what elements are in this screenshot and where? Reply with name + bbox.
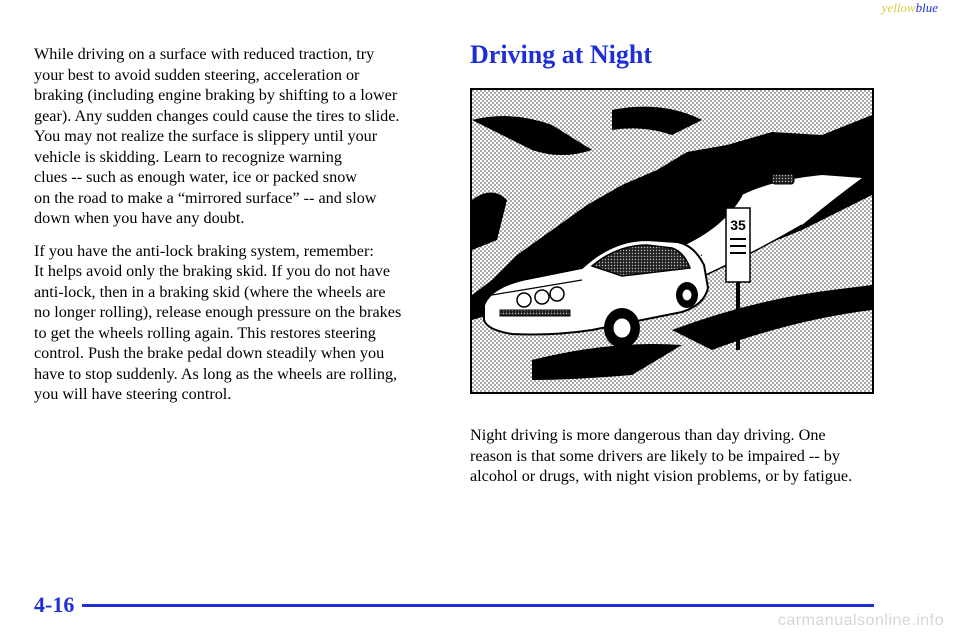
night-driving-illustration (470, 88, 874, 394)
text-line: to get the wheels rolling again. This restores steering (34, 323, 376, 342)
text-line: braking (including engine braking by shifting to a lower (34, 86, 398, 104)
text-line: control. Push the brake pedal down steadily when you (34, 344, 385, 362)
left-column (34, 44, 439, 417)
footer-divider (82, 604, 874, 607)
section-title: Driving at Night (470, 40, 652, 69)
text-line: vehicle is skidding. Learn to recognize warning (34, 147, 342, 166)
header-color-mark (882, 0, 938, 16)
right-column (470, 425, 880, 487)
text-line: If you have the anti-lock braking system, remember: (34, 241, 374, 260)
text-line: alcohol or drugs, with night vision problems, or by fatigue. (470, 467, 853, 485)
text-line: gear). Any sudden changes could cause the tires to slide. (34, 106, 400, 125)
text-line: While driving on a surface with reduced traction, try (34, 45, 375, 63)
watermark: carmanualsonline.info (777, 612, 944, 629)
text-line: on the road to make a “mirrored surface” -- and slow (34, 188, 377, 207)
illustration-svg (472, 90, 872, 392)
paragraph-anti-lock (34, 241, 439, 405)
header-mark-yellow: yellow (881, 0, 916, 15)
text-line: reason is that some drivers are likely to be impaired -- by (470, 446, 840, 465)
speed-sign-number: 35 (730, 217, 746, 233)
header-mark-blue: blue (915, 0, 938, 15)
text-line: You may not realize the surface is slippery until your (34, 127, 378, 145)
text-line: clues -- such as enough water, ice or packed snow (34, 168, 357, 186)
text-line: Night driving is more dangerous than day driving. One (470, 426, 826, 444)
text-line: anti-lock, then in a braking skid (where the wheels are (34, 282, 386, 301)
text-line: no longer rolling), release enough pressure on the brakes (34, 303, 402, 321)
text-line: down when you have any doubt. (34, 209, 245, 227)
text-line: It helps avoid only the braking skid. If you do not have (34, 262, 391, 280)
paragraph-night-driving (470, 425, 880, 487)
text-line: your best to avoid sudden steering, acceleration or (34, 65, 360, 84)
page-number: 4-16 (34, 592, 75, 617)
text-line: you will have steering control. (34, 385, 232, 403)
paragraph-reduced-traction (34, 44, 439, 229)
text-line: have to stop suddenly. As long as the wheels are rolling, (34, 364, 398, 383)
